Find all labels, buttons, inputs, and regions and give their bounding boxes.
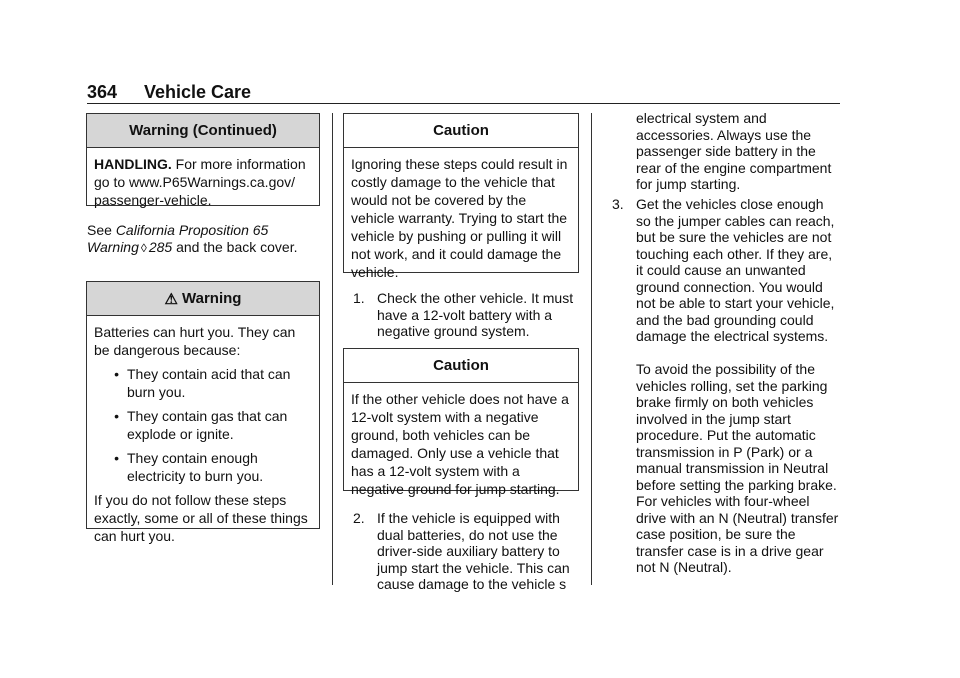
see-reference	[87, 222, 317, 256]
warning-icon: ⚠	[164, 290, 178, 308]
continued-text: electrical system and accessories. Always use the passenger side battery in the rear of the engine compartment for jump starting.	[636, 110, 832, 192]
warning-continued-title: Warning (Continued)	[87, 114, 319, 148]
page-header	[87, 82, 840, 104]
list-item: • They contain gas that can explode or ignite.	[114, 408, 288, 442]
warning-title	[87, 282, 319, 316]
caution-body-1: Ignoring these steps could result in costly damage to the vehicle that would not be covered by the vehicle warranty. Trying to start the vehicle by pushing or pulling it will not work, and it could damage the vehicle.	[351, 156, 568, 280]
warning-continued-body	[87, 148, 319, 209]
section-title: Vehicle Care	[144, 82, 252, 102]
warning-outro: If you do not follow these steps exactly, some or all of these things can hurt you.	[94, 492, 308, 544]
see-link[interactable]: California Proposition 65 Warning	[87, 222, 269, 255]
handling-lead: HANDLING.	[94, 156, 172, 172]
warning-box	[86, 281, 320, 544]
caution-box-1	[343, 113, 579, 280]
caution-title-1: Caution	[344, 114, 578, 148]
handling-text: For more information go to www.P65Warnings.ca.gov/ passenger-vehicle.	[94, 156, 306, 208]
warning-title-text: Warning	[182, 290, 242, 307]
page-number: 364	[87, 82, 118, 102]
list-item: • They contain enough electricity to burn you.	[114, 450, 264, 484]
step-2: 2. If the vehicle is equipped with dual batteries, do not use the driver-side auxiliary battery to jump start the vehicle. This can cause damage to the vehicle s	[353, 510, 570, 592]
see-suffix: and the back cover.	[176, 238, 298, 255]
caution-title-2: Caution	[344, 349, 578, 383]
step-3: 3. Get the vehicles close enough so the jumper cables can reach, but be sure the vehicles are not touching each other. If they are, it could cause an unwanted ground connection. You would not be able to start your vehicle, and the bad grounding could damage the electrical systems.	[612, 196, 835, 344]
caution-body-2: If the other vehicle does not have a 12-volt system with a negative ground, both vehicles can be damaged. Only use a vehicle that has a 12-volt system with a negative ground for jump starting.	[351, 391, 569, 497]
see-page[interactable]: 285	[148, 238, 173, 255]
header-rule	[87, 103, 840, 104]
parking-paragraph: To avoid the possibility of the vehicles rolling, set the parking brake firmly on both vehicles involved in the jump start procedure. Put the automatic transmission in P (Park) or a manual transmission in Neutral before setting the parking brake. For vehicles with four-wheel drive with an N (Neutral) transfer case position, be sure the transfer case is in a drive gear not N (Neutral).	[636, 361, 839, 575]
caution-box-2	[343, 348, 579, 497]
column-rule-2	[591, 113, 592, 585]
warning-continued-box	[86, 113, 320, 206]
warning-body	[87, 316, 319, 545]
warning-intro: Batteries can hurt you. They can be dangerous because:	[94, 324, 296, 358]
page-ref-icon: ◊	[140, 240, 147, 255]
list-item: • They contain acid that can burn you.	[114, 366, 291, 400]
see-prefix: See	[87, 222, 112, 238]
step-1: 1. Check the other vehicle. It must have a 12-volt battery with a negative ground system.	[353, 290, 574, 339]
column-rule-1	[332, 113, 333, 585]
